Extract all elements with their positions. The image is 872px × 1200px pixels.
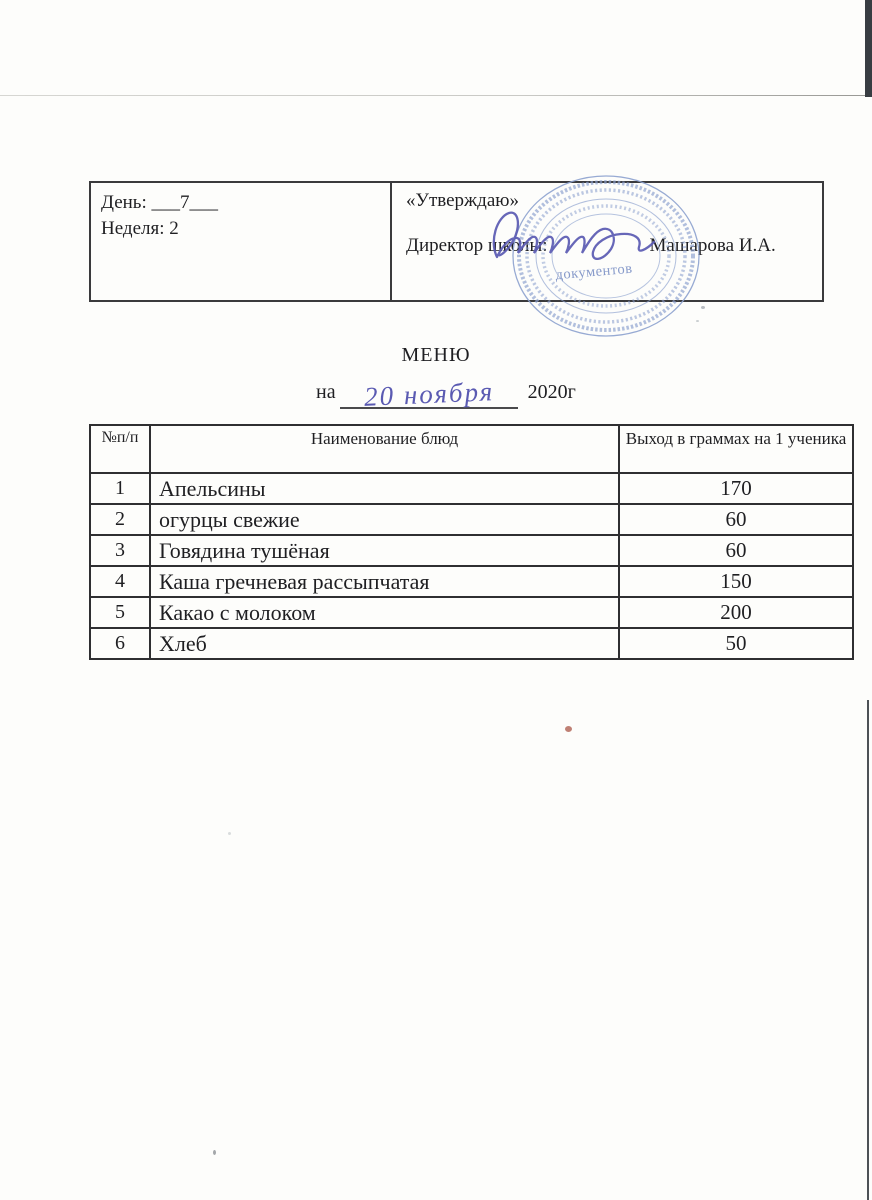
dish-name: огурцы свежие: [150, 504, 619, 535]
row-number: 5: [90, 597, 150, 628]
column-header-dish: Наименование блюд: [150, 425, 619, 473]
dish-grams: 60: [619, 504, 853, 535]
date-line: [316, 376, 576, 412]
day-label: День: ___7___: [101, 192, 218, 213]
scan-edge-shadow-top: [865, 0, 872, 97]
scan-speck: [213, 1150, 216, 1155]
table-row: [90, 504, 853, 535]
table-row: [90, 566, 853, 597]
week-label: Неделя: 2: [101, 217, 179, 239]
column-header-grams: Выход в граммах на 1 ученика: [619, 425, 853, 473]
date-year: 2020г: [527, 381, 576, 403]
row-number: 1: [90, 473, 150, 504]
day-week-cell: [91, 183, 392, 300]
date-prefix: на: [316, 381, 336, 403]
row-number: 6: [90, 628, 150, 659]
row-number: 2: [90, 504, 150, 535]
scan-speck: [565, 726, 572, 732]
dish-grams: 170: [619, 473, 853, 504]
approval-header-table: [89, 181, 824, 302]
table-row: [90, 473, 853, 504]
dish-name: Каша гречневая рассыпчатая: [150, 566, 619, 597]
dish-name: Хлеб: [150, 628, 619, 659]
table-row: [90, 628, 853, 659]
approve-label: «Утверждаю»: [406, 190, 519, 211]
menu-table-header-row: [90, 425, 853, 473]
document-title: МЕНЮ: [401, 344, 471, 366]
dish-grams: 150: [619, 566, 853, 597]
stamp-center-text: документов: [554, 260, 634, 284]
table-row: [90, 597, 853, 628]
dish-grams: 50: [619, 628, 853, 659]
dish-grams: 200: [619, 597, 853, 628]
director-label: Директор школы:: [406, 235, 548, 256]
dish-grams: 60: [619, 535, 853, 566]
dish-name: Апельсины: [150, 473, 619, 504]
director-name: Машарова И.А.: [649, 235, 776, 256]
scan-edge-shadow-bottom: [867, 700, 869, 1200]
handwritten-date: 20 ноября: [363, 376, 495, 412]
dish-name: Говядина тушёная: [150, 535, 619, 566]
row-number: 4: [90, 566, 150, 597]
row-number: 3: [90, 535, 150, 566]
scan-speck: [228, 832, 231, 835]
scan-fold-line: [0, 95, 872, 96]
director-signature: [487, 205, 667, 267]
menu-table: [89, 424, 854, 660]
column-header-number: №п/п: [90, 425, 150, 473]
table-row: [90, 535, 853, 566]
date-blank-line: [340, 376, 518, 412]
dish-name: Какао с молоком: [150, 597, 619, 628]
